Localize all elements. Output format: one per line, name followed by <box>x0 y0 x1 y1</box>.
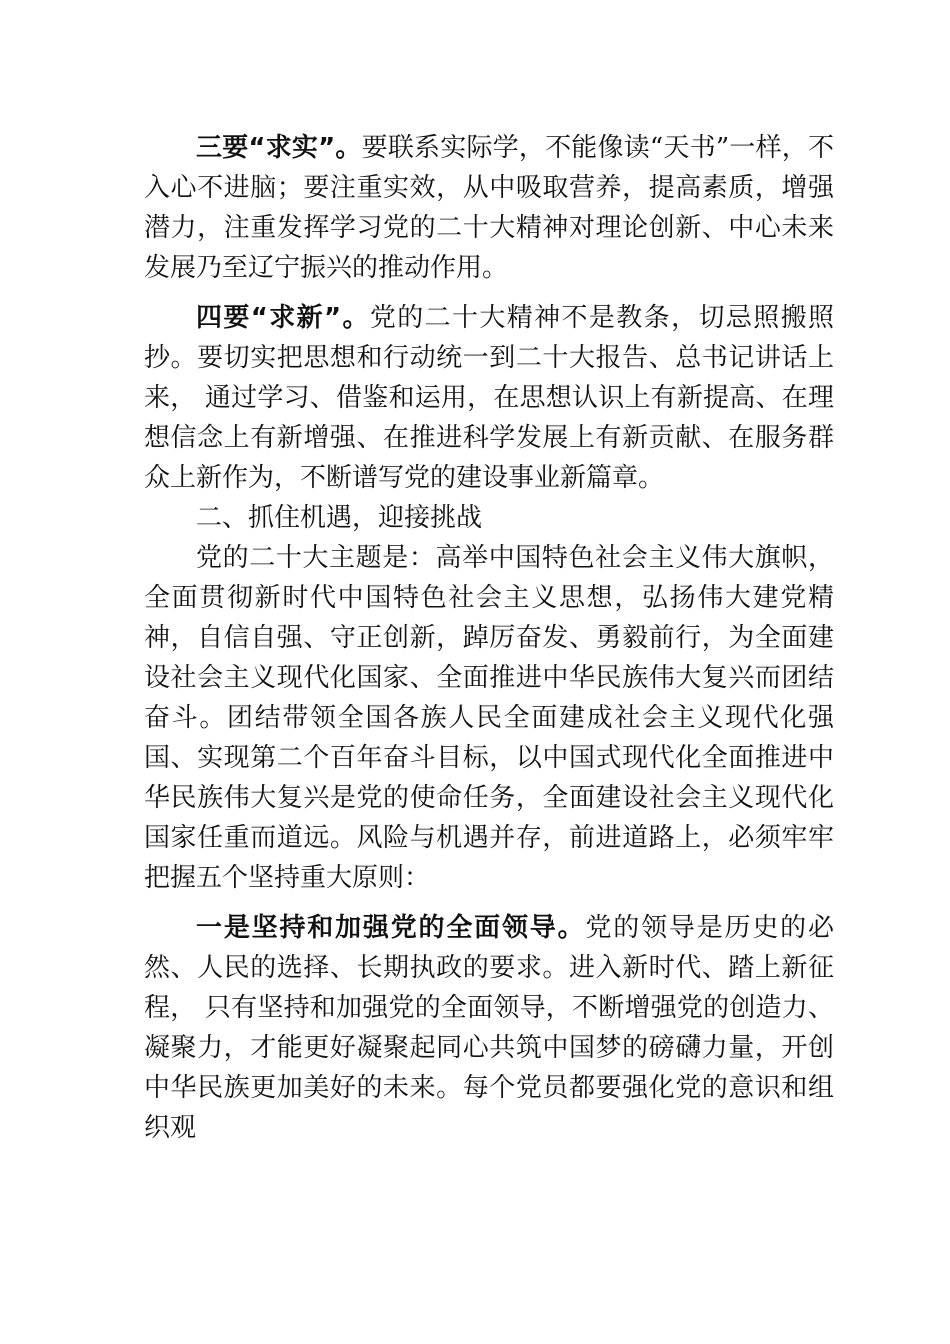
paragraph-text-seek-new: 党的二十大精神不是教条，切忌照搬照抄。要切实把思想和行动统一到二十大报告、总书记讲话上来， 通过学习、借鉴和运用，在思想认识上有新提高、在理想信念上有新增强、在推进科学发展上有新贡献、在服务群众上新作为，不断谱写党的建设事业新篇章。 <box>144 303 834 493</box>
paragraph-party-leadership <box>144 908 834 1148</box>
paragraph-text-congress-theme: 党的二十大主题是：高举中国特色社会主义伟大旗帜，全面贯彻新时代中国特色社会主义思想，弘扬伟大建党精神，自信自强、守正创新，踔厉奋发、勇毅前行，为全面建设社会主义现代化国家、全面推进中华民族伟大复兴而团结奋斗。团结带领全国各族人民全面建成社会主义现代化强国、实现第二个百年奋斗目标，以中国式现代化全面推进中华民族伟大复兴是党的使命任务，全面建设社会主义现代化国家任重而道远。风险与机遇并存，前进道路上，必须牢牢把握五个坚持重大原则： <box>144 543 834 893</box>
paragraph-congress-theme <box>144 538 834 898</box>
section-heading-opportunities <box>144 498 834 538</box>
paragraph-lead-party-leadership: 一是坚持和加强党的全面领导。 <box>196 913 586 943</box>
paragraph-seek-truth <box>144 128 834 288</box>
section-heading-text: 二、抓住机遇，迎接挑战 <box>196 503 483 533</box>
paragraph-seek-new <box>144 298 834 498</box>
paragraph-text-seek-truth: 要联系实际学，不能像读“天书”一样，不入心不进脑；要注重实效，从中吸取营养，提高素质，增强潜力，注重发挥学习党的二十大精神对理论创新、中心未来发展乃至辽宁振兴的推动作用。 <box>144 133 834 283</box>
paragraph-text-party-leadership: 党的领导是历史的必然、人民的选择、长期执政的要求。进入新时代、踏上新征程， 只有坚持和加强党的全面领导，不断增强党的创造力、凝聚力，才能更好凝聚起同心共筑中国梦的磅礴力量，开创中华民族更加美好的未来。每个党员都要强化党的意识和组织观 <box>144 913 834 1143</box>
paragraph-lead-seek-truth: 三要“求实”。 <box>196 133 362 163</box>
document-body <box>144 128 834 1148</box>
paragraph-lead-seek-new: 四要“求新”。 <box>196 303 370 333</box>
